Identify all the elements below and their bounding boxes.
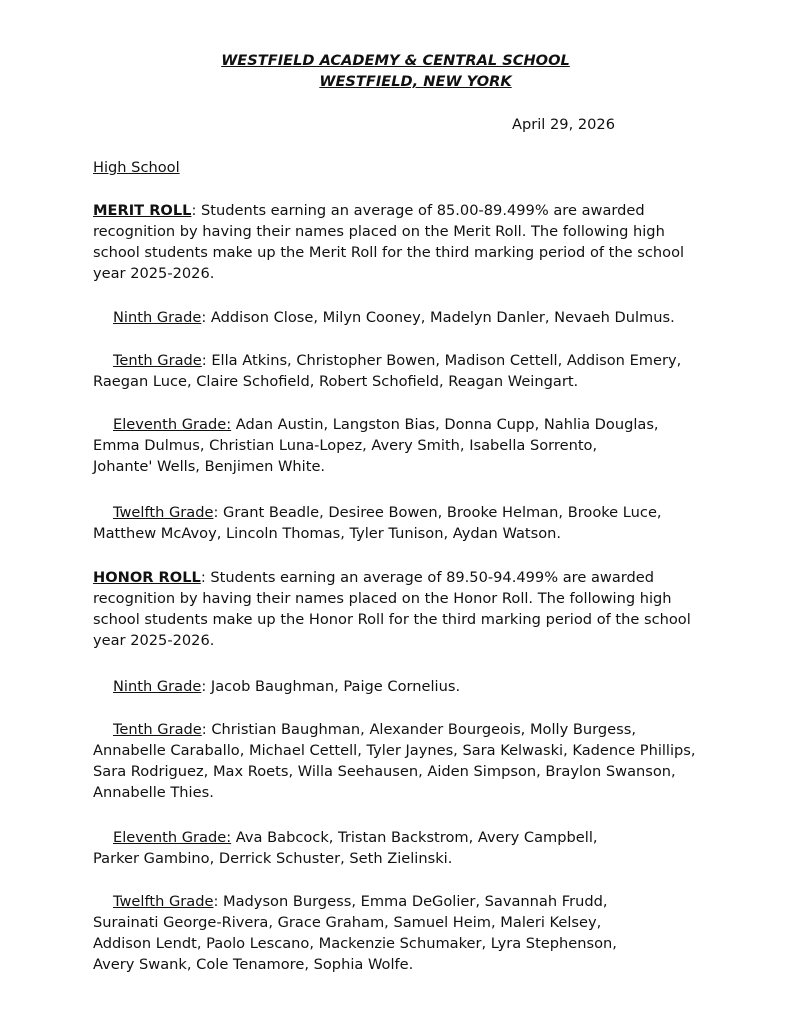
- merit-roll-intro: MERIT ROLL: Students earning an average of 85.00-89.499% are awarded recognition by having their names placed on the Merit Roll. The following high school students make up the Merit Roll for the third marking period of the school year 2025-2026.: [93, 202, 685, 282]
- honor-roll-intro: HONOR ROLL: Students earning an average of 89.50-94.499% are awarded recognition by having their names placed on the Honor Roll. The following high school students make up the Honor Roll for the third marking period of the school year 2025-2026.: [93, 569, 691, 649]
- grade-label: Tenth Grade: [113, 352, 202, 369]
- grade-label: Twelfth Grade: [113, 504, 214, 521]
- merit-roll-label: MERIT ROLL: [93, 202, 192, 219]
- section-heading: High School: [93, 159, 180, 176]
- honor-tenth-grade: Tenth Grade: Christian Baughman, Alexander Bourgeois, Molly Burgess, Annabelle Caraballo, Michael Cettell, Tyler Jaynes, Sara Kelwaski, Kadence Phillips, Sara Rodriguez, Max Roets, Willa Seehausen, Aiden Simpson, Braylon Swanson, Annabelle Thies.: [93, 721, 696, 801]
- honor-ninth-grade: Ninth Grade: Jacob Baughman, Paige Cornelius.: [113, 678, 461, 695]
- grade-label: Tenth Grade: [113, 721, 202, 738]
- grade-label: Ninth Grade: [113, 309, 202, 326]
- grade-label: Twelfth Grade: [113, 893, 214, 910]
- merit-ninth-grade: Ninth Grade: Addison Close, Milyn Cooney, Madelyn Danler, Nevaeh Dulmus.: [113, 309, 675, 326]
- merit-eleventh-grade: Eleventh Grade: Adan Austin, Langston Bias, Donna Cupp, Nahlia Douglas, Emma Dulmus, Christian Luna-Lopez, Avery Smith, Isabella Sorrento, Johante' Wells, Benjimen White.: [93, 416, 659, 475]
- honor-roll-label: HONOR ROLL: [93, 569, 201, 586]
- honor-eleventh-grade: Eleventh Grade: Ava Babcock, Tristan Backstrom, Avery Campbell, Parker Gambino, Derrick Schuster, Seth Zielinski.: [93, 829, 598, 867]
- merit-twelfth-grade: Twelfth Grade: Grant Beadle, Desiree Bowen, Brooke Helman, Brooke Luce, Matthew McAvoy, Lincoln Thomas, Tyler Tunison, Aydan Watson.: [93, 504, 662, 542]
- grade-label: Ninth Grade: [113, 678, 202, 695]
- grade-label: Eleventh Grade:: [113, 416, 232, 433]
- honor-twelfth-grade: Twelfth Grade: Madyson Burgess, Emma DeGolier, Savannah Frudd, Surainati George-Rivera, Grace Graham, Samuel Heim, Maleri Kelsey, Addison Lendt, Paolo Lescano, Mackenzie Schumaker, Lyra Stephenson, Avery Swank, Cole Tenamore, Sophia Wolfe.: [93, 893, 617, 973]
- school-location-heading: WESTFIELD, NEW YORK: [319, 73, 512, 90]
- grade-label: Eleventh Grade:: [113, 829, 232, 846]
- merit-tenth-grade: Tenth Grade: Ella Atkins, Christopher Bowen, Madison Cettell, Addison Emery, Raegan Luce, Claire Schofield, Robert Schofield, Reagan Weingart.: [93, 352, 682, 390]
- document-date: April 29, 2026: [512, 116, 615, 133]
- school-name-heading: WESTFIELD ACADEMY & CENTRAL SCHOOL: [221, 52, 570, 69]
